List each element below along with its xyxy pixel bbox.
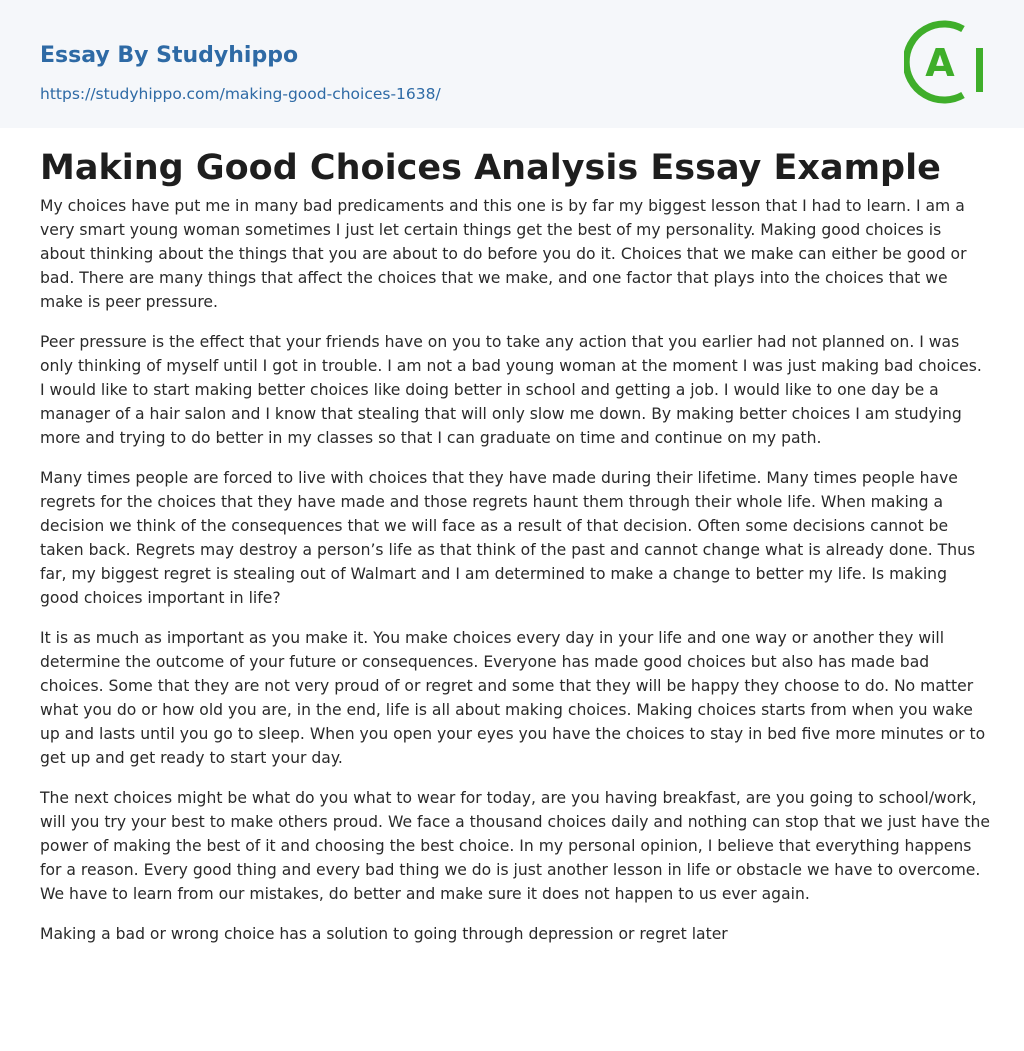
logo-letter: A (925, 41, 955, 85)
essay-paragraph: Making a bad or wrong choice has a solution to going through depression or regret later (40, 925, 728, 943)
essay-paragraph: It is as much as important as you make it. You make choices every day in your life and one way or another they will determine the outcome of your future or consequences. Everyone has made good choices but also has made bad choices. Some that they are not very proud of or regret and some that they will be happy they choose to do. No matter what you do or how old you are, in the end, life is all about making choices. Making choices starts from when you wake up and lasts until you go to sleep. When you open your eyes you have the choices to stay in bed five more minutes or to get up and get ready to start your day. (40, 629, 986, 767)
essay-paragraph: Many times people are forced to live with choices that they have made during their lifetime. Many times people have regrets for the choices that they have made and those regrets haunt them through their whole life. When making a decision we think of the consequences that we will face as a result of that decision. Often some decisions cannot be taken back. Regrets may destroy a person’s life as that think of the past and cannot change what is already done. Thus far, my biggest regret is stealing out of Walmart and I am determined to make a change to better my life. Is making good choices important in life? (40, 469, 976, 607)
site-header (0, 0, 1024, 128)
essay-paragraph: My choices have put me in many bad predicaments and this one is by far my biggest lesson that I had to learn. I am a very smart young woman sometimes I just let certain things get the best of my personality. Making good choices is about thinking about the things that you are about to do before you do it. Choices that we make can either be good or bad. There are many things that affect the choices that we make, and one factor that plays into the choices that we make is peer pressure. (40, 197, 967, 311)
essay-paragraph: Peer pressure is the effect that your friends have on you to take any action that you earlier had not planned on. I was only thinking of myself until I got in trouble. I am not a bad young woman at the moment I was just making bad choices. I would like to start making better choices like doing better in school and getting a job. I would like to one day be a manager of a hair salon and I know that stealing that will only slow me down. By making better choices I am studying more and trying to do better in my classes so that I can graduate on time and continue on my path. (40, 333, 982, 447)
studyhippo-logo-icon[interactable] (904, 18, 988, 106)
brand-title[interactable]: Essay By Studyhippo (40, 43, 299, 68)
article-title: Making Good Choices Analysis Essay Example (40, 148, 941, 188)
essay-paragraph: The next choices might be what do you what to wear for today, are you having breakfast, are you going to school/work, will you try your best to make others proud. We face a thousand choices daily and nothing can stop that we just have the power of making the best of it and choosing the best choice. In my personal opinion, I believe that everything happens for a reason. Every good thing and every bad thing we do is just another lesson in life or obstacle we have to overcome. We have to learn from our mistakes, do better and make sure it does not happen to us ever again. (40, 789, 990, 903)
source-url-link[interactable]: https://studyhippo.com/making-good-choices-1638/ (40, 85, 441, 103)
essay-body (40, 194, 990, 962)
